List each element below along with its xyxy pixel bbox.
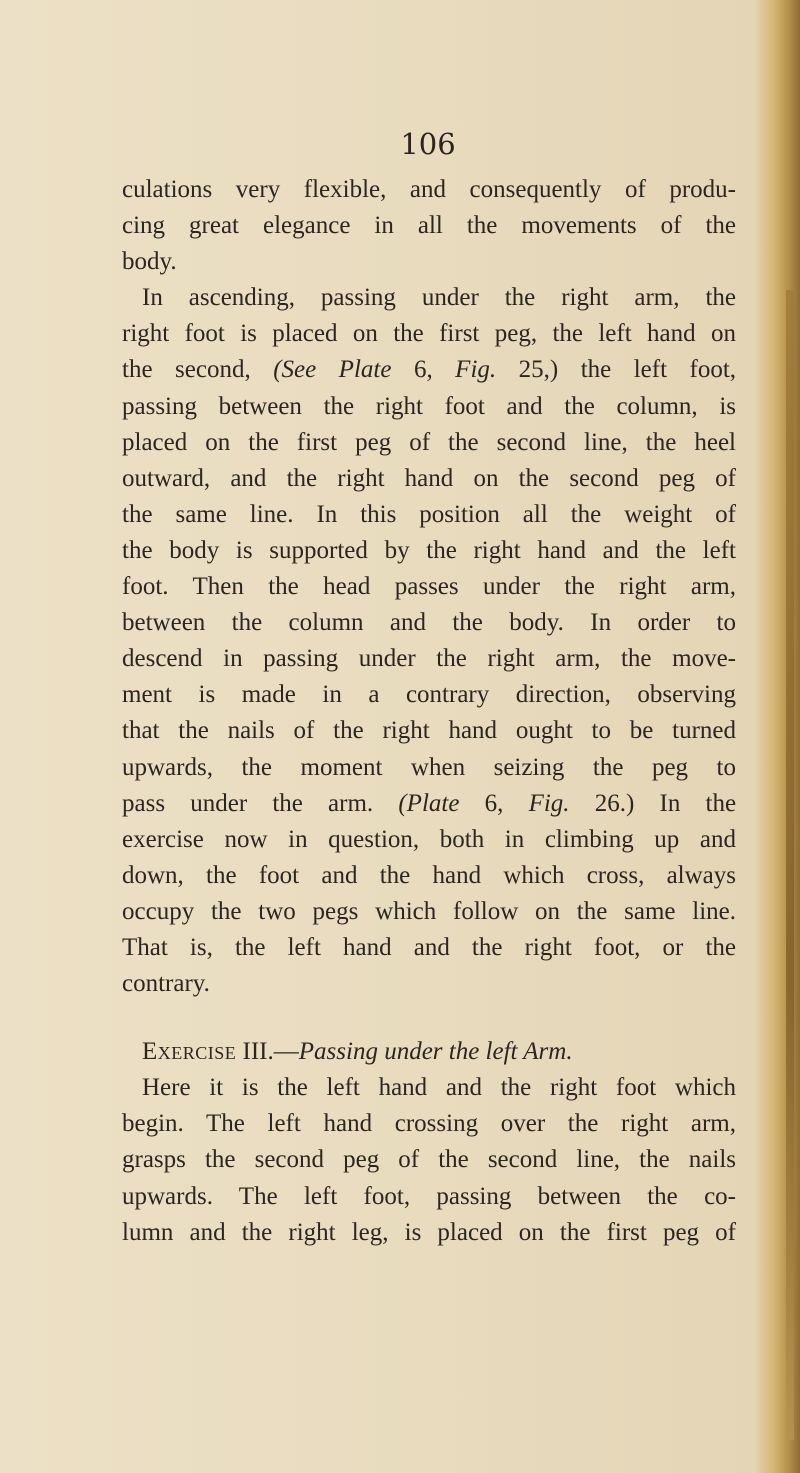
text-line: That is, the left hand and the right foot, or the <box>122 933 736 961</box>
text-line: contrary. <box>122 970 210 998</box>
page-edge-shadow <box>754 0 800 1473</box>
text-line: exercise now in question, both in climbing up and <box>122 825 736 853</box>
text-line-with-reference <box>122 786 736 822</box>
plate-reference: (See Plate 6, Fig. 25,) <box>273 356 559 384</box>
text-segment: In the <box>659 789 737 817</box>
exercise-label: Exercise <box>142 1038 237 1066</box>
text-line: right foot is placed on the first peg, the left hand on <box>122 320 736 348</box>
text-line: foot. Then the head passes under the right arm, <box>122 573 736 601</box>
page-body <box>122 172 736 1251</box>
text-line: lumn and the right leg, is placed on the first peg of <box>122 1218 736 1246</box>
exercise-title: Passing under the left Arm. <box>298 1038 573 1066</box>
text-line: culations very flexible, and consequently of produ- <box>122 176 736 203</box>
text-line: begin. The left hand crossing over the right arm, <box>122 1110 736 1138</box>
plate-reference: (Plate 6, Fig. 26.) <box>398 789 635 817</box>
exercise-heading <box>122 1034 736 1070</box>
text-segment: the left foot, <box>580 356 737 384</box>
text-line-with-reference <box>122 352 736 388</box>
text-line: outward, and the right hand on the second peg of <box>122 464 736 492</box>
text-line: down, the foot and the hand which cross, always <box>122 861 736 889</box>
page-number: 106 <box>400 127 456 161</box>
text-line: occupy the two pegs which follow on the same line. <box>122 897 736 925</box>
text-line: between the column and the body. In order to <box>122 609 736 637</box>
text-line: that the nails of the right hand ought to be turned <box>122 717 736 745</box>
text-line: ment is made in a contrary direction, observing <box>122 681 736 709</box>
text-line: descend in passing under the right arm, the move- <box>122 645 736 673</box>
text-line: passing between the right foot and the column, is <box>122 392 736 420</box>
text-line: Here it is the left hand and the right foot which <box>142 1074 736 1102</box>
section-gap <box>122 1002 736 1034</box>
text-line: the body is supported by the right hand and the left <box>122 536 736 564</box>
text-segment: the second, <box>122 356 251 384</box>
text-line: grasps the second peg of the second line, the nails <box>122 1146 736 1174</box>
exercise-dash: — <box>273 1038 299 1066</box>
text-line: cing great elegance in all the movements of the <box>122 212 736 240</box>
text-line: placed on the first peg of the second line, the heel <box>122 428 736 456</box>
text-line: In ascending, passing under the right arm, the <box>142 284 736 312</box>
text-line: upwards, the moment when seizing the peg to <box>122 753 736 781</box>
text-line: upwards. The left foot, passing between the co- <box>122 1182 736 1210</box>
text-line: body. <box>122 248 177 276</box>
text-line: the same line. In this position all the weight of <box>122 500 736 528</box>
exercise-number: III. <box>242 1038 274 1066</box>
text-segment: pass under the arm. <box>122 789 374 817</box>
